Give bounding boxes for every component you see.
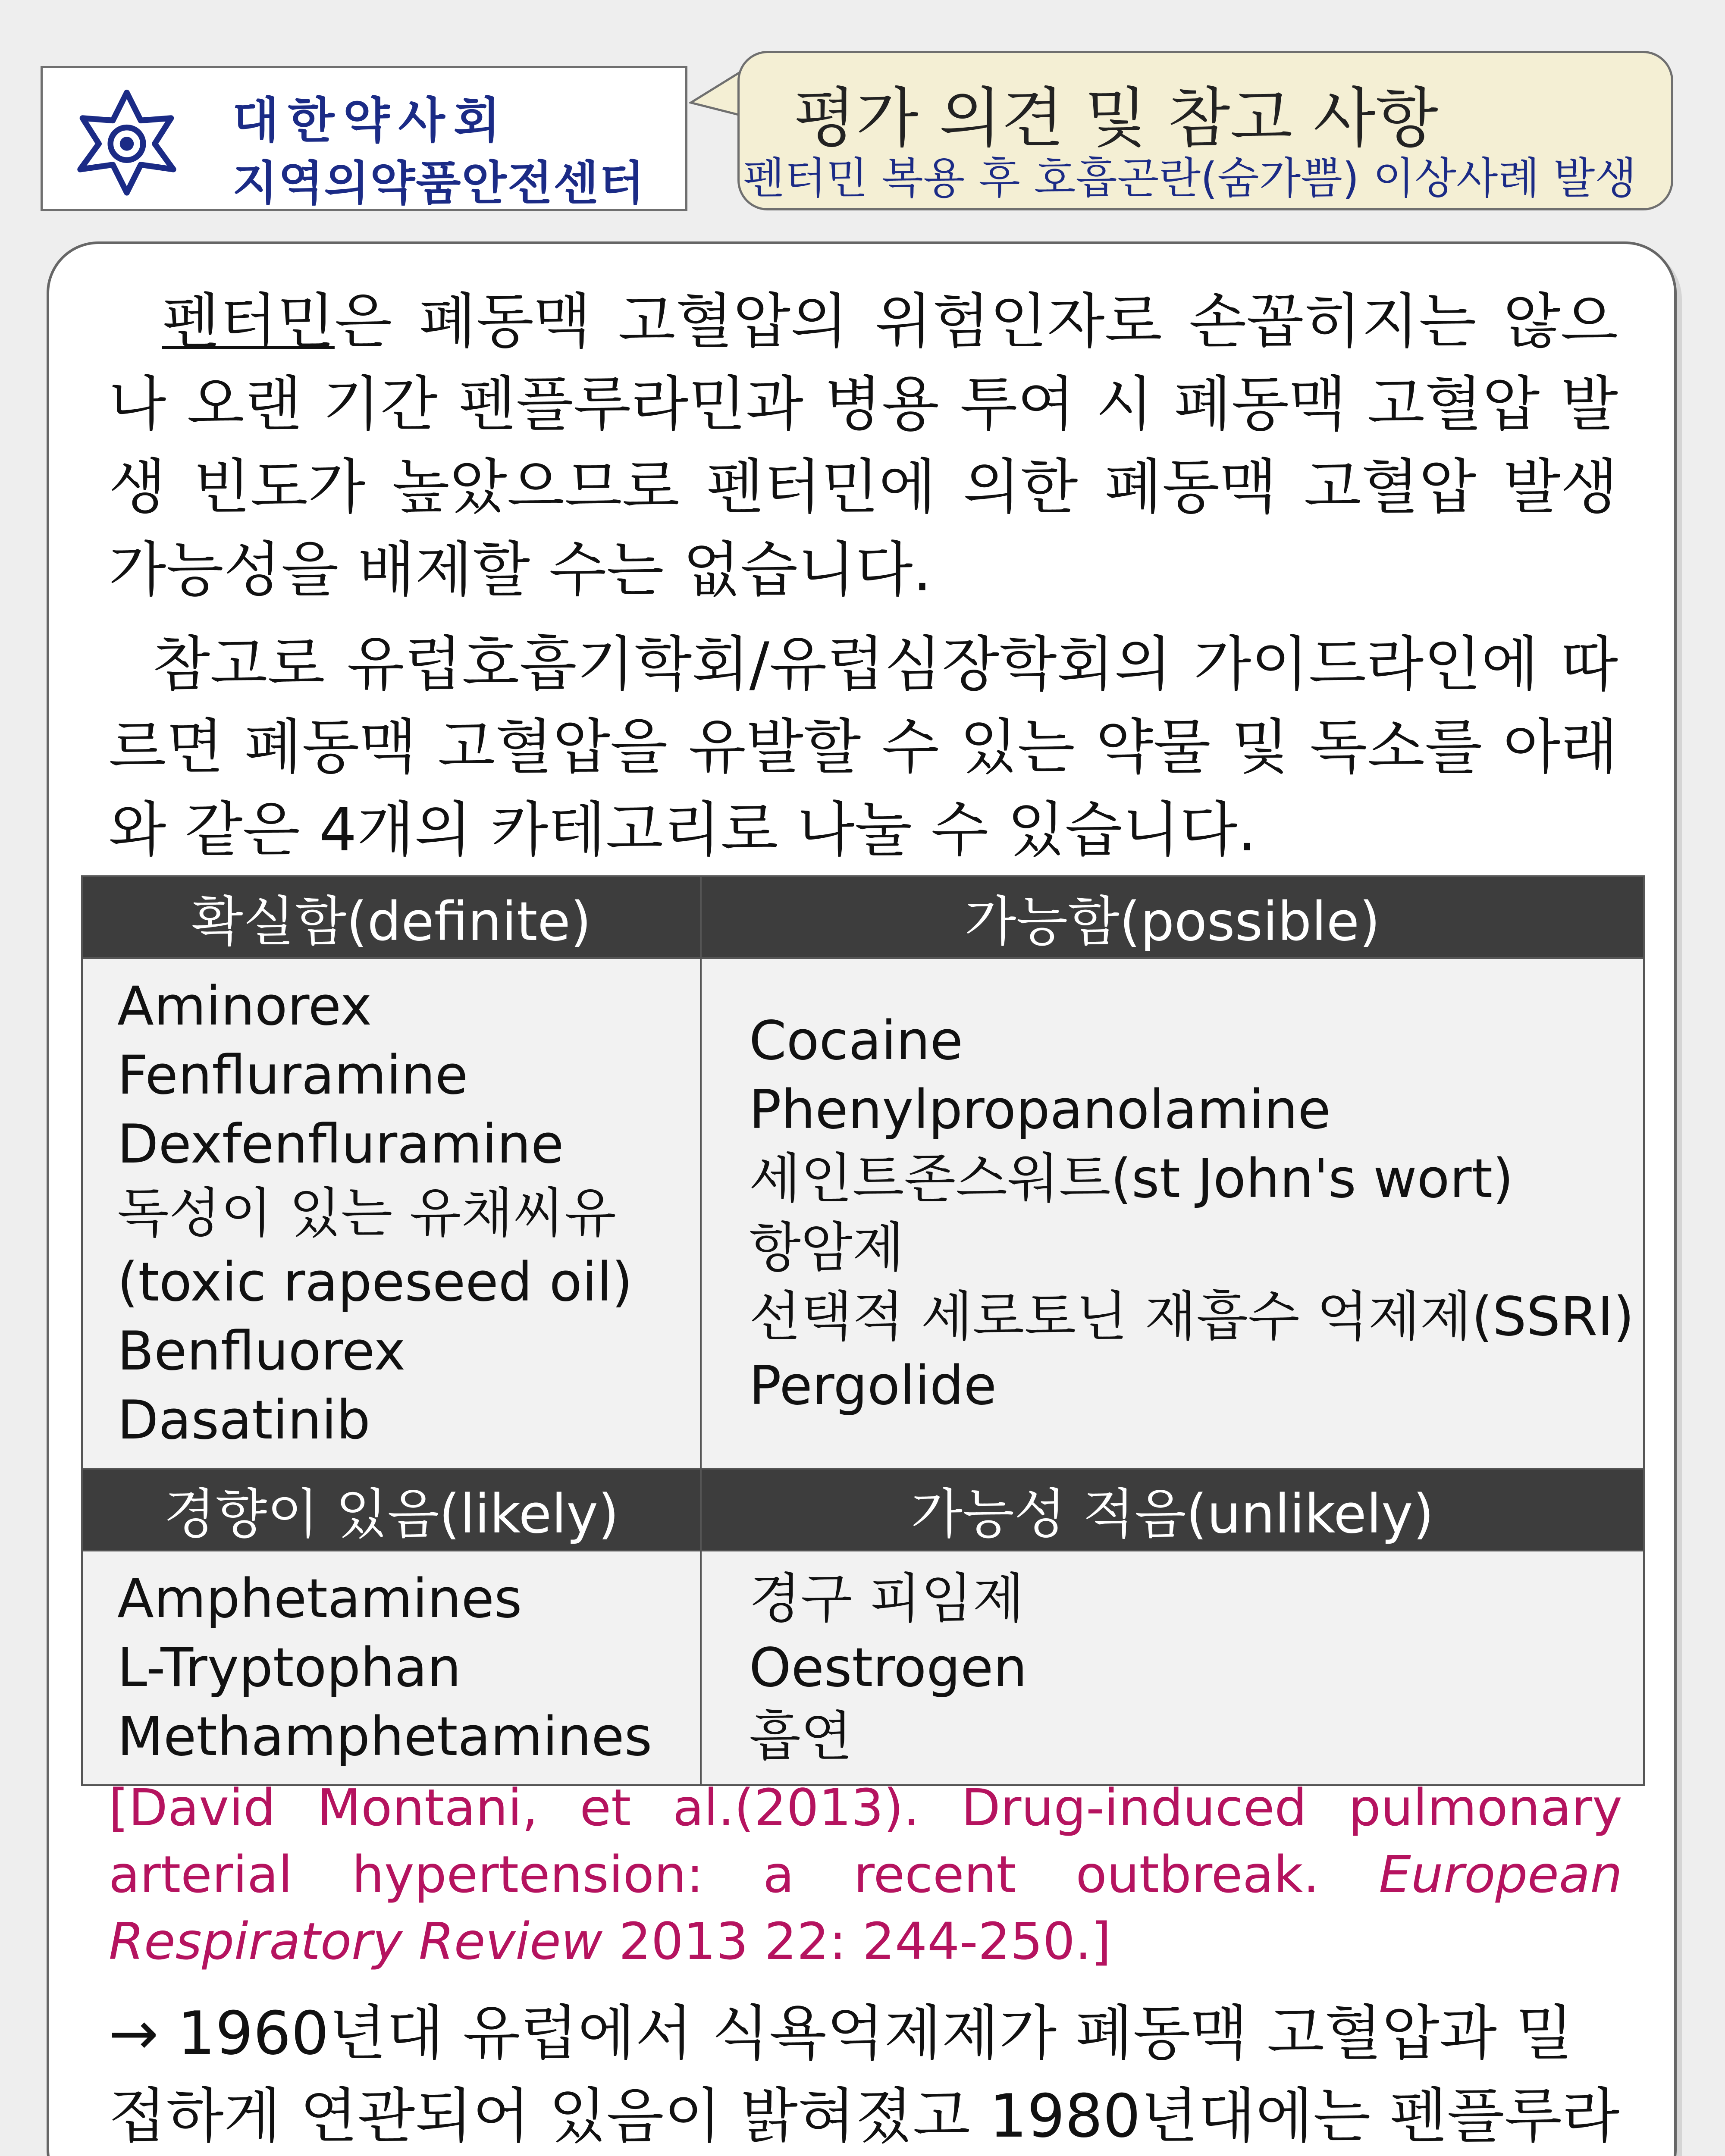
kpa-emblem-icon — [69, 83, 185, 200]
list-item: Phenylpropanolamine — [749, 1079, 1331, 1141]
list-item: 세인트존스워트(st John's wort) — [749, 1148, 1514, 1210]
org-logo-box — [41, 66, 687, 211]
drug-category-table — [81, 875, 1645, 1786]
bubble-tail — [689, 65, 745, 129]
phentermine-term: 펜터민 — [162, 287, 335, 356]
list-item: 흡연 — [749, 1706, 853, 1768]
citation-authors: [David Montani, et al.(2013). Drug-induced pulmonary arterial hypertension: a recent outbreak. — [109, 1778, 1622, 1904]
paragraph-1 — [109, 280, 1618, 611]
header-possible: 가능함(possible) — [701, 876, 1644, 958]
list-item: Methamphetamines — [117, 1706, 652, 1768]
list-item: Dexfenfluramine — [117, 1113, 564, 1175]
citation — [109, 1774, 1622, 1975]
title-bubble — [737, 51, 1673, 210]
cell-possible — [701, 958, 1644, 1469]
header-unlikely: 가능성 적음(unlikely) — [701, 1469, 1644, 1551]
header-definite: 확실함(definite) — [82, 876, 701, 958]
list-item: Dasatinib — [117, 1389, 370, 1451]
citation-journal: European Respiratory Review — [109, 1845, 1622, 1971]
conclusion-text: → 1960년대 유럽에서 식욕억제제가 폐동맥 고혈압과 밀접하게 연관되어 있음이 밝혀졌고 1980년대에는 펜플루라 — [109, 1999, 1620, 2151]
list-item: 독성이 있는 유채씨유 — [117, 1182, 616, 1244]
center-name: 지역의약품안전센터 — [232, 157, 645, 210]
list-item: Aminorex — [117, 975, 372, 1037]
page-title: 평가 의견 및 참고 사항 — [794, 81, 1438, 156]
paragraph-2-text: 참고로 유럽호흡기학회/유럽심장학회의 가이드라인에 따르면 폐동맥 고혈압을 유발할 수 있는 약물 및 독소를 아래와 같은 4개의 카테고리로 나눌 수 있습니다. — [109, 630, 1618, 865]
header-likely: 경향이 있음(likely) — [82, 1469, 701, 1551]
paragraph-1-text: 은 폐동맥 고혈압의 위험인자로 손꼽히지는 않으나 오랜 기간 펜플루라민과 병용 투여 시 폐동맥 고혈압 발생 빈도가 높았으므로 펜터민에 의한 폐동맥 고혈압 발생 가능성을 배제할 수는 없습니다. — [109, 287, 1618, 605]
cell-definite — [82, 958, 701, 1469]
cell-unlikely — [701, 1551, 1644, 1785]
list-item: Benfluorex — [117, 1320, 406, 1382]
list-item: 경구 피임제 — [749, 1568, 1025, 1630]
list-item: (toxic rapeseed oil) — [117, 1251, 633, 1313]
citation-volume: 2013 22: 244-250.] — [602, 1912, 1111, 1971]
list-item: 항암제 — [749, 1217, 904, 1279]
page-subtitle: 펜터민 복용 후 호흡곤란(숨가쁨) 이상사례 발생 — [743, 153, 1637, 204]
cell-likely — [82, 1551, 701, 1785]
list-item: Fenfluramine — [117, 1044, 468, 1106]
list-item: Amphetamines — [117, 1568, 522, 1630]
paragraph-2 — [109, 623, 1618, 871]
list-item: Cocaine — [749, 1010, 963, 1072]
list-item: L-Tryptophan — [117, 1637, 461, 1699]
list-item: Pergolide — [749, 1355, 997, 1417]
list-item: 선택적 세로토닌 재흡수 억제제(SSRI) — [749, 1286, 1634, 1348]
org-name: 대한약사회 — [232, 93, 509, 149]
list-item: Oestrogen — [749, 1637, 1027, 1699]
